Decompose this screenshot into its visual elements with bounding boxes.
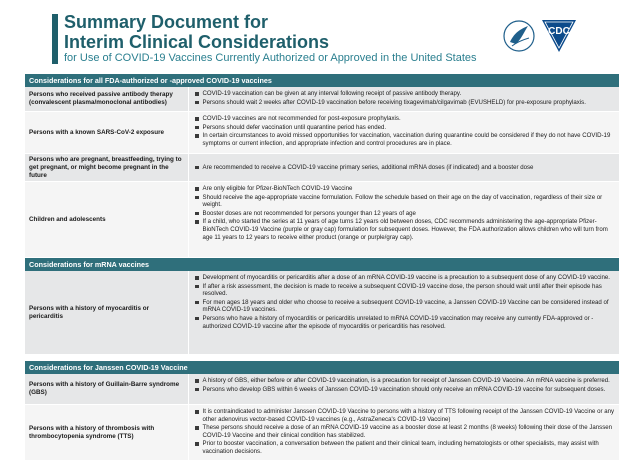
bullet-item: Persons should wait 2 weeks after COVID-19 vaccination before receiving tixagevimab/cilgavimab (EVUSHELD) for pre-exposure prophylaxis.: [193, 99, 615, 107]
bullet-square-icon: [195, 410, 199, 414]
table-row: [25, 154, 619, 182]
bullet-item: Booster doses are not recommended for persons younger than 12 years of age: [193, 210, 615, 218]
bullet-square-icon: [195, 126, 199, 130]
row-content: [189, 405, 619, 460]
bullet-square-icon: [195, 426, 199, 430]
agency-logos: [502, 12, 578, 60]
bullet-square-icon: [195, 101, 199, 105]
bullet-item: If a child, who started the series at 11 years of age turns 12 years old between doses, CDC recommends administering the age-appropriate Pfizer-BioNTech COVID-19 Vaccine (purple or gray cap) formulation for subsequent doses. However, the FDA authorization allows children who will turn from age 11 years to 12 years to receive either product (orange or purple/gray cap).: [193, 218, 615, 241]
row-content: [189, 271, 619, 354]
cdc-logo-text: CDC: [548, 26, 570, 37]
bullet-square-icon: [195, 379, 199, 383]
bullet-square-icon: [195, 317, 199, 321]
bullet-square-icon: [195, 285, 199, 289]
document-header: [0, 0, 630, 74]
bullet-square-icon: [195, 187, 199, 191]
bullet-square-icon: [195, 134, 199, 138]
table-row: [25, 271, 619, 355]
row-label: Children and adolescents: [25, 182, 189, 257]
hhs-seal-icon: [502, 16, 536, 56]
bullet-item: For men ages 18 years and older who choose to receive a subsequent COVID-19 vaccine, a Janssen COVID-19 Vaccine can be considered instead of mRNA COVID-19 vaccines.: [193, 299, 615, 314]
bullet-square-icon: [195, 276, 199, 280]
bullet-square-icon: [195, 220, 199, 224]
considerations-table: [25, 74, 619, 461]
section-header-all-vaccines: Considerations for all FDA-authorized or -approved COVID-19 vaccines: [25, 74, 619, 87]
table-row: [25, 112, 619, 154]
document-title-line1: Summary Document for: [64, 12, 269, 32]
bullet-item: A history of GBS, either before or after COVID-19 vaccination, is a precaution for receipt of Janssen COVID-19 Vaccine. An mRNA vaccine is preferred.: [193, 377, 615, 385]
bullet-item: Should receive the age-appropriate vaccine formulation. Follow the schedule based on their age on the day of vaccination, regardless of their size or weight.: [193, 194, 615, 209]
row-content: [189, 154, 619, 181]
document-title-line2: Interim Clinical Considerations: [64, 32, 330, 52]
bullet-square-icon: [195, 166, 199, 170]
bullet-square-icon: [195, 301, 199, 305]
bullet-item: Persons who have a history of myocarditis or pericarditis unrelated to mRNA COVID-19 vaccination may receive any currently FDA-approved or -authorized COVID-19 vaccine after the episode of myocarditis or pericarditis has resolved.: [193, 315, 615, 330]
table-row: [25, 87, 619, 112]
bullet-item: Persons should defer vaccination until quarantine period has ended.: [193, 124, 615, 132]
bullet-item: Prior to booster vaccination, a conversation between the patient and their clinical team, including hematologists or other specialists, may assist with vaccination decisions.: [193, 440, 615, 455]
row-content: [189, 374, 619, 404]
bullet-item: If after a risk assessment, the decision is made to receive a subsequent COVID-19 vaccine dose, the person should wait until after their episode has resolved.: [193, 283, 615, 298]
bullet-item: In certain circumstances to avoid missed opportunities for vaccination, vaccination during quarantine could be considered if they do not have COVID-19 symptoms or current infection, and appropriate infection and control procedures are in place.: [193, 132, 615, 147]
bullet-item: Development of myocarditis or pericarditis after a dose of an mRNA COVID-19 vaccine is a precaution to a subsequent dose of any COVID-19 vaccine.: [193, 274, 615, 282]
table-row: [25, 374, 619, 405]
bullet-item: Persons who develop GBS within 6 weeks of Janssen COVID-19 vaccination should only receive an mRNA COVID-19 vaccine for subsequent doses.: [193, 386, 615, 394]
cdc-logo-icon: [540, 16, 578, 54]
bullet-square-icon: [195, 117, 199, 121]
bullet-square-icon: [195, 92, 199, 96]
title-accent-bar: [52, 14, 58, 64]
row-label: Persons who are pregnant, breastfeeding, trying to get pregnant, or might become pregnant in the future: [25, 154, 189, 181]
bullet-square-icon: [195, 442, 199, 446]
bullet-item: COVID-19 vaccination can be given at any interval following receipt of passive antibody therapy.: [193, 90, 615, 98]
document-subtitle: for Use of COVID-19 Vaccines Currently Authorized or Approved in the United States: [64, 52, 477, 64]
bullet-item: COVID-19 vaccines are not recommended for post-exposure prophylaxis.: [193, 115, 615, 123]
section-header-janssen: Considerations for Janssen COVID-19 Vaccine: [25, 361, 619, 374]
row-content: [189, 87, 619, 111]
row-content: [189, 182, 619, 257]
bullet-square-icon: [195, 388, 199, 392]
bullet-item: It is contraindicated to administer Janssen COVID-19 Vaccine to persons with a history of TTS following receipt of the Janssen COVID-19 Vaccine or any other adenovirus vector-based COVID-19 vaccines (e.g., AstraZeneca's COVID-19 Vaccine): [193, 408, 615, 423]
row-label: Persons with a history of thrombosis with thrombocytopenia syndrome (TTS): [25, 405, 189, 460]
bullet-item: Are only eligible for Pfizer-BioNTech COVID-19 Vaccine: [193, 185, 615, 193]
bullet-item: Are recommended to receive a COVID-19 vaccine primary series, additional mRNA doses (if indicated) and a booster dose: [193, 164, 533, 172]
bullet-item: These persons should receive a dose of an mRNA COVID-19 vaccine as a booster dose at least 2 months (8 weeks) following their dose of the Janssen COVID-19 Vaccine and their clinical condition has stabilized.: [193, 424, 615, 439]
section-header-mrna: Considerations for mRNA vaccines: [25, 258, 619, 271]
bullet-square-icon: [195, 196, 199, 200]
row-label: Persons who received passive antibody therapy (convalescent plasma/monoclonal antibodies): [25, 87, 189, 111]
row-label: Persons with a history of Guillain-Barre syndrome (GBS): [25, 374, 189, 404]
table-row: [25, 405, 619, 461]
table-row: [25, 182, 619, 258]
bullet-square-icon: [195, 212, 199, 216]
row-content: [189, 112, 619, 153]
row-label: Persons with a known SARS-CoV-2 exposure: [25, 112, 189, 153]
row-label: Persons with a history of myocarditis or pericarditis: [25, 271, 189, 354]
